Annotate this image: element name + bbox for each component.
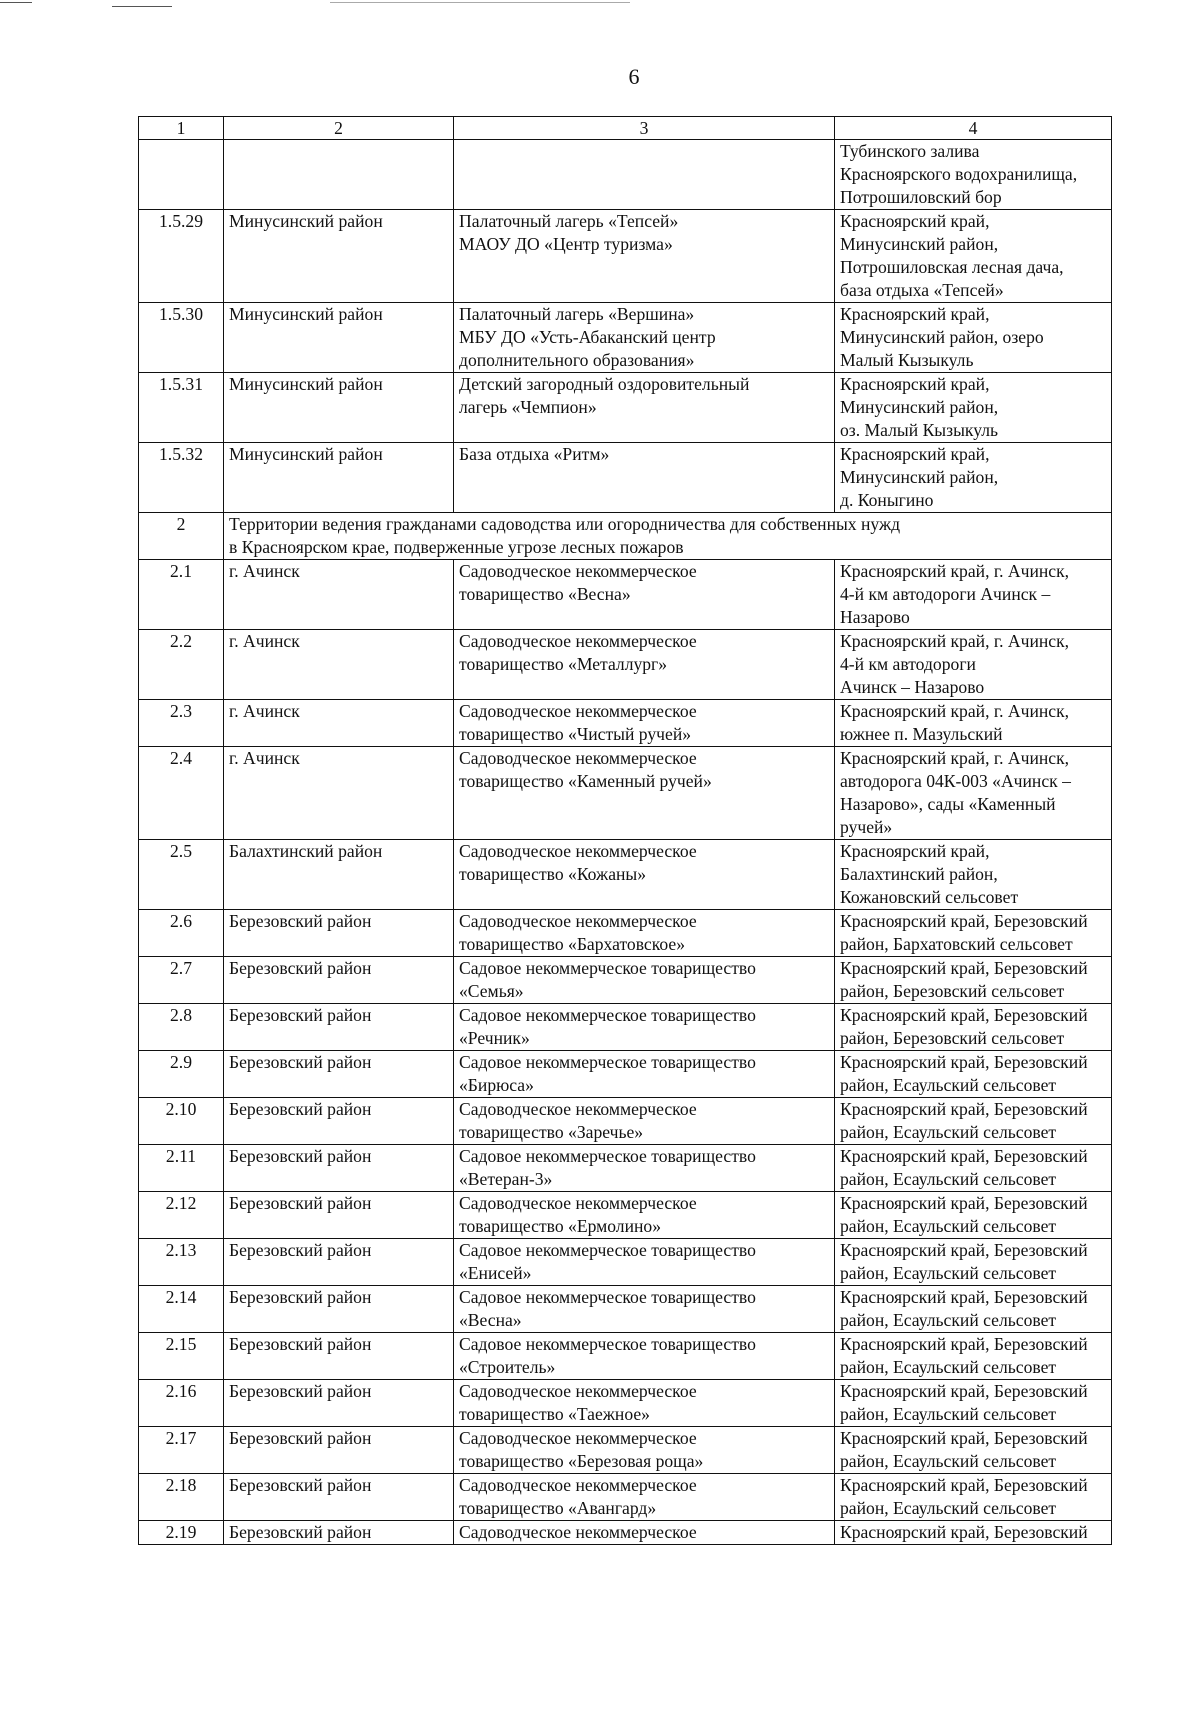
row-number-cell: 2.11 <box>139 1145 224 1192</box>
district-cell: Березовский район <box>224 1098 454 1145</box>
district-cell: Березовский район <box>224 1427 454 1474</box>
district-cell: Березовский район <box>224 957 454 1004</box>
location-cell: Красноярский край, Березовский район, Есаульский сельсовет <box>835 1427 1112 1474</box>
organization-name-cell: Садоводческое некоммерческое товарищество «Чистый ручей» <box>454 700 835 747</box>
organization-name-cell: Садоводческое некоммерческое товарищество «Металлург» <box>454 630 835 700</box>
district-cell: Минусинский район <box>224 303 454 373</box>
row-number-cell: 1.5.29 <box>139 210 224 303</box>
location-cell: Красноярский край, Минусинский район, озеро Малый Кызыкуль <box>835 303 1112 373</box>
district-cell: Березовский район <box>224 1051 454 1098</box>
organization-name-cell: Садоводческое некоммерческое товарищество «Бархатовское» <box>454 910 835 957</box>
location-cell: Красноярский край, Березовский район, Березовский сельсовет <box>835 957 1112 1004</box>
table-row <box>139 1098 1112 1145</box>
organization-name-cell: Садовое некоммерческое товарищество «Весна» <box>454 1286 835 1333</box>
organization-name-cell: Садоводческое некоммерческое товарищество «Каменный ручей» <box>454 747 835 840</box>
location-cell: Красноярский край, Березовский район, Березовский сельсовет <box>835 1004 1112 1051</box>
table-row <box>139 1427 1112 1474</box>
row-number-cell: 2.12 <box>139 1192 224 1239</box>
row-number-cell: 2.5 <box>139 840 224 910</box>
organization-name-cell: Палаточный лагерь «Тепсей» МАОУ ДО «Центр туризма» <box>454 210 835 303</box>
location-cell: Красноярский край, Минусинский район, Потрошиловская лесная дача, база отдыха «Тепсей» <box>835 210 1112 303</box>
table-row <box>139 1333 1112 1380</box>
district-cell: г. Ачинск <box>224 700 454 747</box>
row-number-cell: 2.7 <box>139 957 224 1004</box>
location-cell: Красноярский край, Березовский район, Есаульский сельсовет <box>835 1380 1112 1427</box>
table-row <box>139 1051 1112 1098</box>
row-number-cell: 2.14 <box>139 1286 224 1333</box>
table-row <box>139 1145 1112 1192</box>
section-heading-cell: Территории ведения гражданами садоводства или огородничества для собственных нужд в Красноярском крае, подверженные угрозе лесных пожаров <box>224 513 1112 560</box>
table-row <box>139 210 1112 303</box>
organization-name-cell: Палаточный лагерь «Вершина» МБУ ДО «Усть-Абаканский центр дополнительного образования» <box>454 303 835 373</box>
organization-name-cell: Детский загородный оздоровительный лагерь «Чемпион» <box>454 373 835 443</box>
location-cell: Красноярский край, г. Ачинск, южнее п. Мазульский <box>835 700 1112 747</box>
table-header-row <box>139 117 1112 140</box>
organization-name-cell: Садоводческое некоммерческое товарищество «Березовая роща» <box>454 1427 835 1474</box>
location-cell: Красноярский край, Березовский район, Есаульский сельсовет <box>835 1333 1112 1380</box>
table-row <box>139 840 1112 910</box>
organization-name-cell: Садовое некоммерческое товарищество «Бирюса» <box>454 1051 835 1098</box>
row-number-cell: 2.19 <box>139 1521 224 1545</box>
organization-name-cell: Садовое некоммерческое товарищество «Семья» <box>454 957 835 1004</box>
scan-artifact-line <box>330 2 630 3</box>
organization-name-cell: Садоводческое некоммерческое товарищество «Авангард» <box>454 1474 835 1521</box>
district-cell: Березовский район <box>224 1004 454 1051</box>
location-cell: Красноярский край, Балахтинский район, Кожановский сельсовет <box>835 840 1112 910</box>
row-number-cell: 2.15 <box>139 1333 224 1380</box>
row-number-cell: 2.4 <box>139 747 224 840</box>
section-heading-row <box>139 513 1112 560</box>
table-row <box>139 1474 1112 1521</box>
location-cell: Красноярский край, Минусинский район, д. Коныгино <box>835 443 1112 513</box>
row-number-cell: 2.10 <box>139 1098 224 1145</box>
table-row <box>139 140 1112 210</box>
district-cell: Минусинский район <box>224 443 454 513</box>
row-number-cell: 1.5.31 <box>139 373 224 443</box>
column-number-header: 4 <box>835 117 1112 140</box>
table-row <box>139 443 1112 513</box>
row-number-cell: 2.17 <box>139 1427 224 1474</box>
row-number-cell: 2.8 <box>139 1004 224 1051</box>
table-row <box>139 303 1112 373</box>
column-number-header: 2 <box>224 117 454 140</box>
organization-name-cell: Садоводческое некоммерческое <box>454 1521 835 1545</box>
row-number-cell: 2.16 <box>139 1380 224 1427</box>
table-row <box>139 630 1112 700</box>
location-cell: Красноярский край, г. Ачинск, 4-й км автодороги Ачинск – Назарово <box>835 560 1112 630</box>
organization-name-cell: Садоводческое некоммерческое товарищество «Таежное» <box>454 1380 835 1427</box>
district-cell: Березовский район <box>224 1380 454 1427</box>
district-cell: г. Ачинск <box>224 630 454 700</box>
district-cell: Березовский район <box>224 1192 454 1239</box>
location-cell: Красноярский край, Березовский район, Бархатовский сельсовет <box>835 910 1112 957</box>
location-cell: Красноярский край, Березовский район, Есаульский сельсовет <box>835 1192 1112 1239</box>
location-cell: Красноярский край, Березовский район, Есаульский сельсовет <box>835 1474 1112 1521</box>
table-row <box>139 1380 1112 1427</box>
row-number-cell: 2.1 <box>139 560 224 630</box>
column-number-header: 1 <box>139 117 224 140</box>
row-number-cell <box>139 140 224 210</box>
table-row <box>139 700 1112 747</box>
row-number-cell: 2.13 <box>139 1239 224 1286</box>
organization-name-cell <box>454 140 835 210</box>
row-number-cell: 2.6 <box>139 910 224 957</box>
scan-artifact-line <box>112 6 172 7</box>
organization-name-cell: Садовое некоммерческое товарищество «Ветеран-3» <box>454 1145 835 1192</box>
district-cell: Березовский район <box>224 1286 454 1333</box>
organization-name-cell: Садовое некоммерческое товарищество «Речник» <box>454 1004 835 1051</box>
district-cell: г. Ачинск <box>224 560 454 630</box>
row-number-cell: 2.18 <box>139 1474 224 1521</box>
row-number-cell: 2.2 <box>139 630 224 700</box>
district-cell: Минусинский район <box>224 210 454 303</box>
table-row <box>139 747 1112 840</box>
table-row <box>139 1239 1112 1286</box>
location-cell: Красноярский край, Березовский район, Есаульский сельсовет <box>835 1051 1112 1098</box>
district-cell: г. Ачинск <box>224 747 454 840</box>
row-number-cell: 2.3 <box>139 700 224 747</box>
district-cell: Березовский район <box>224 1333 454 1380</box>
row-number-cell: 2.9 <box>139 1051 224 1098</box>
district-cell: Балахтинский район <box>224 840 454 910</box>
table-row <box>139 1192 1112 1239</box>
row-number-cell: 1.5.32 <box>139 443 224 513</box>
district-cell: Березовский район <box>224 1239 454 1286</box>
location-cell: Красноярский край, Березовский район, Есаульский сельсовет <box>835 1098 1112 1145</box>
district-cell: Березовский район <box>224 1474 454 1521</box>
scan-artifact-line <box>0 2 32 3</box>
organization-name-cell: Садовое некоммерческое товарищество «Строитель» <box>454 1333 835 1380</box>
location-cell: Красноярский край, Березовский район, Есаульский сельсовет <box>835 1145 1112 1192</box>
table-row <box>139 1286 1112 1333</box>
row-number-cell: 2 <box>139 513 224 560</box>
column-number-header: 3 <box>454 117 835 140</box>
location-cell: Красноярский край, г. Ачинск, 4-й км автодороги Ачинск – Назарово <box>835 630 1112 700</box>
page-number: 6 <box>628 64 640 89</box>
location-cell: Красноярский край, Березовский район, Есаульский сельсовет <box>835 1286 1112 1333</box>
district-cell <box>224 140 454 210</box>
row-number-cell: 1.5.30 <box>139 303 224 373</box>
organization-name-cell: Садоводческое некоммерческое товарищество «Ермолино» <box>454 1192 835 1239</box>
location-cell: Красноярский край, г. Ачинск, автодорога 04К-003 «Ачинск – Назарово», сады «Каменный ручей» <box>835 747 1112 840</box>
organization-name-cell: Садоводческое некоммерческое товарищество «Кожаны» <box>454 840 835 910</box>
table-row <box>139 373 1112 443</box>
document-table <box>138 116 1112 1545</box>
table-row <box>139 910 1112 957</box>
table-row <box>139 1521 1112 1545</box>
table-row <box>139 957 1112 1004</box>
location-cell: Тубинского залива Красноярского водохранилища, Потрошиловский бор <box>835 140 1112 210</box>
location-cell: Красноярский край, Березовский <box>835 1521 1112 1545</box>
location-cell: Красноярский край, Минусинский район, оз. Малый Кызыкуль <box>835 373 1112 443</box>
table-row <box>139 560 1112 630</box>
district-cell: Березовский район <box>224 1521 454 1545</box>
organization-name-cell: Садовое некоммерческое товарищество «Енисей» <box>454 1239 835 1286</box>
organization-name-cell: Садоводческое некоммерческое товарищество «Весна» <box>454 560 835 630</box>
district-cell: Березовский район <box>224 1145 454 1192</box>
location-cell: Красноярский край, Березовский район, Есаульский сельсовет <box>835 1239 1112 1286</box>
organization-name-cell: Садоводческое некоммерческое товарищество «Заречье» <box>454 1098 835 1145</box>
district-cell: Березовский район <box>224 910 454 957</box>
organization-name-cell: База отдыха «Ритм» <box>454 443 835 513</box>
table-row <box>139 1004 1112 1051</box>
district-cell: Минусинский район <box>224 373 454 443</box>
